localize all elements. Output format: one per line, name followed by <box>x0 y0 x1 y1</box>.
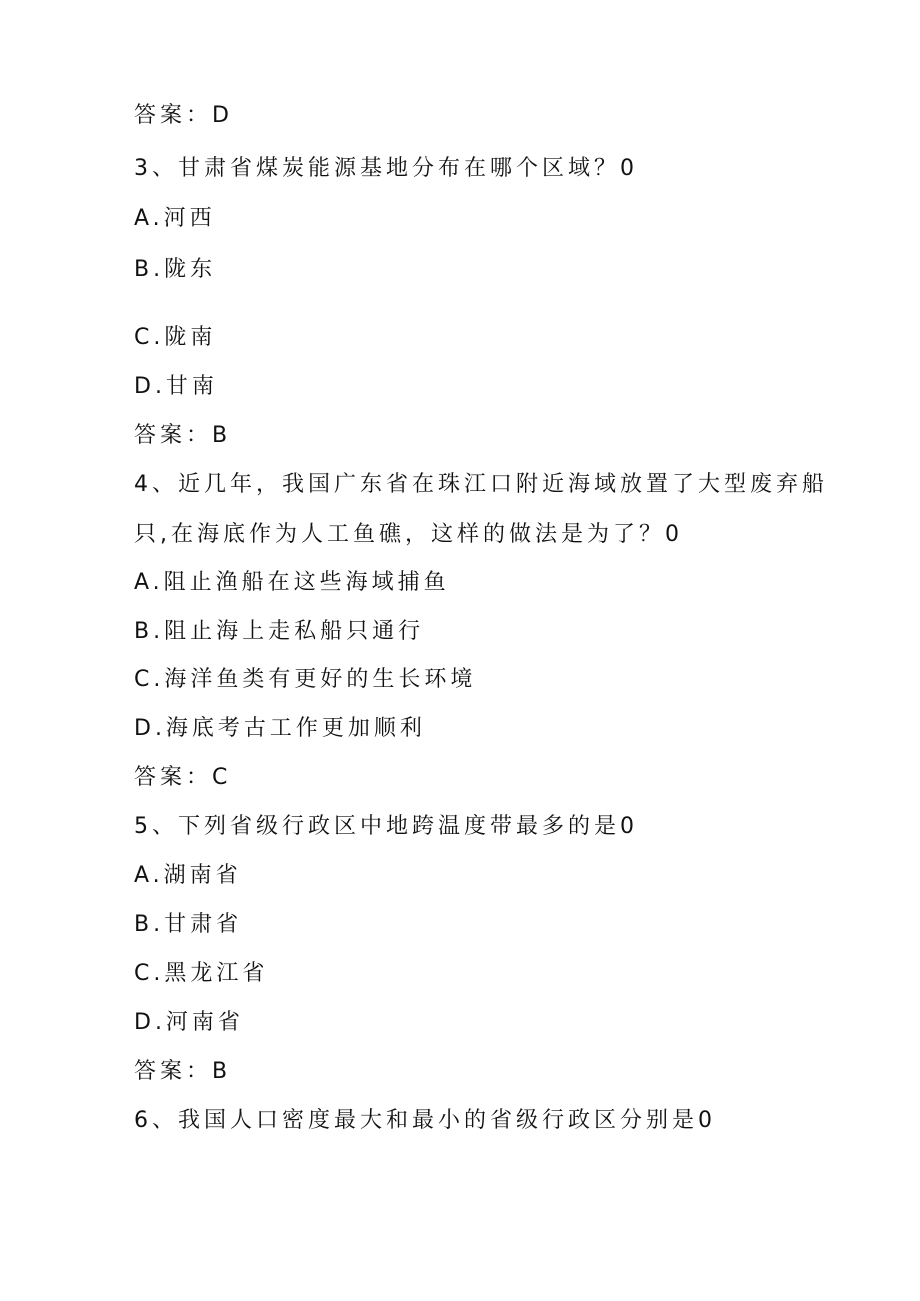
question-3: 3、甘肃省煤炭能源基地分布在哪个区域？0 <box>134 156 638 181</box>
option-d: D.河南省 <box>134 1010 244 1035</box>
question-4-continued: 只,在海底作为人工鱼礁，这样的做法是为了？0 <box>134 522 683 547</box>
question-4: 4、近几年，我国广东省在珠江口附近海域放置了大型废弃船 <box>134 472 828 497</box>
option-a: A.湖南省 <box>134 863 242 888</box>
answer-line: 答案：C <box>134 765 232 790</box>
option-d: D.海底考古工作更加顺利 <box>134 716 426 741</box>
option-b: B.陇东 <box>134 257 217 282</box>
option-c: C.陇南 <box>134 325 217 350</box>
question-6: 6、我国人口密度最大和最小的省级行政区分别是0 <box>134 1108 716 1133</box>
question-5: 5、下列省级行政区中地跨温度带最多的是0 <box>134 814 638 839</box>
option-d: D.甘南 <box>134 374 218 399</box>
answer-line: 答案：D <box>134 103 233 128</box>
option-c: C.黑龙江省 <box>134 961 269 986</box>
option-c: C.海洋鱼类有更好的生长环境 <box>134 667 477 692</box>
answer-line: 答案：B <box>134 423 232 448</box>
option-a: A.河西 <box>134 206 216 231</box>
option-b: B.甘肃省 <box>134 912 243 937</box>
option-a: A.阻止渔船在这些海域捕鱼 <box>134 570 450 595</box>
answer-line: 答案：B <box>134 1059 232 1084</box>
option-b: B.阻止海上走私船只通行 <box>134 619 425 644</box>
